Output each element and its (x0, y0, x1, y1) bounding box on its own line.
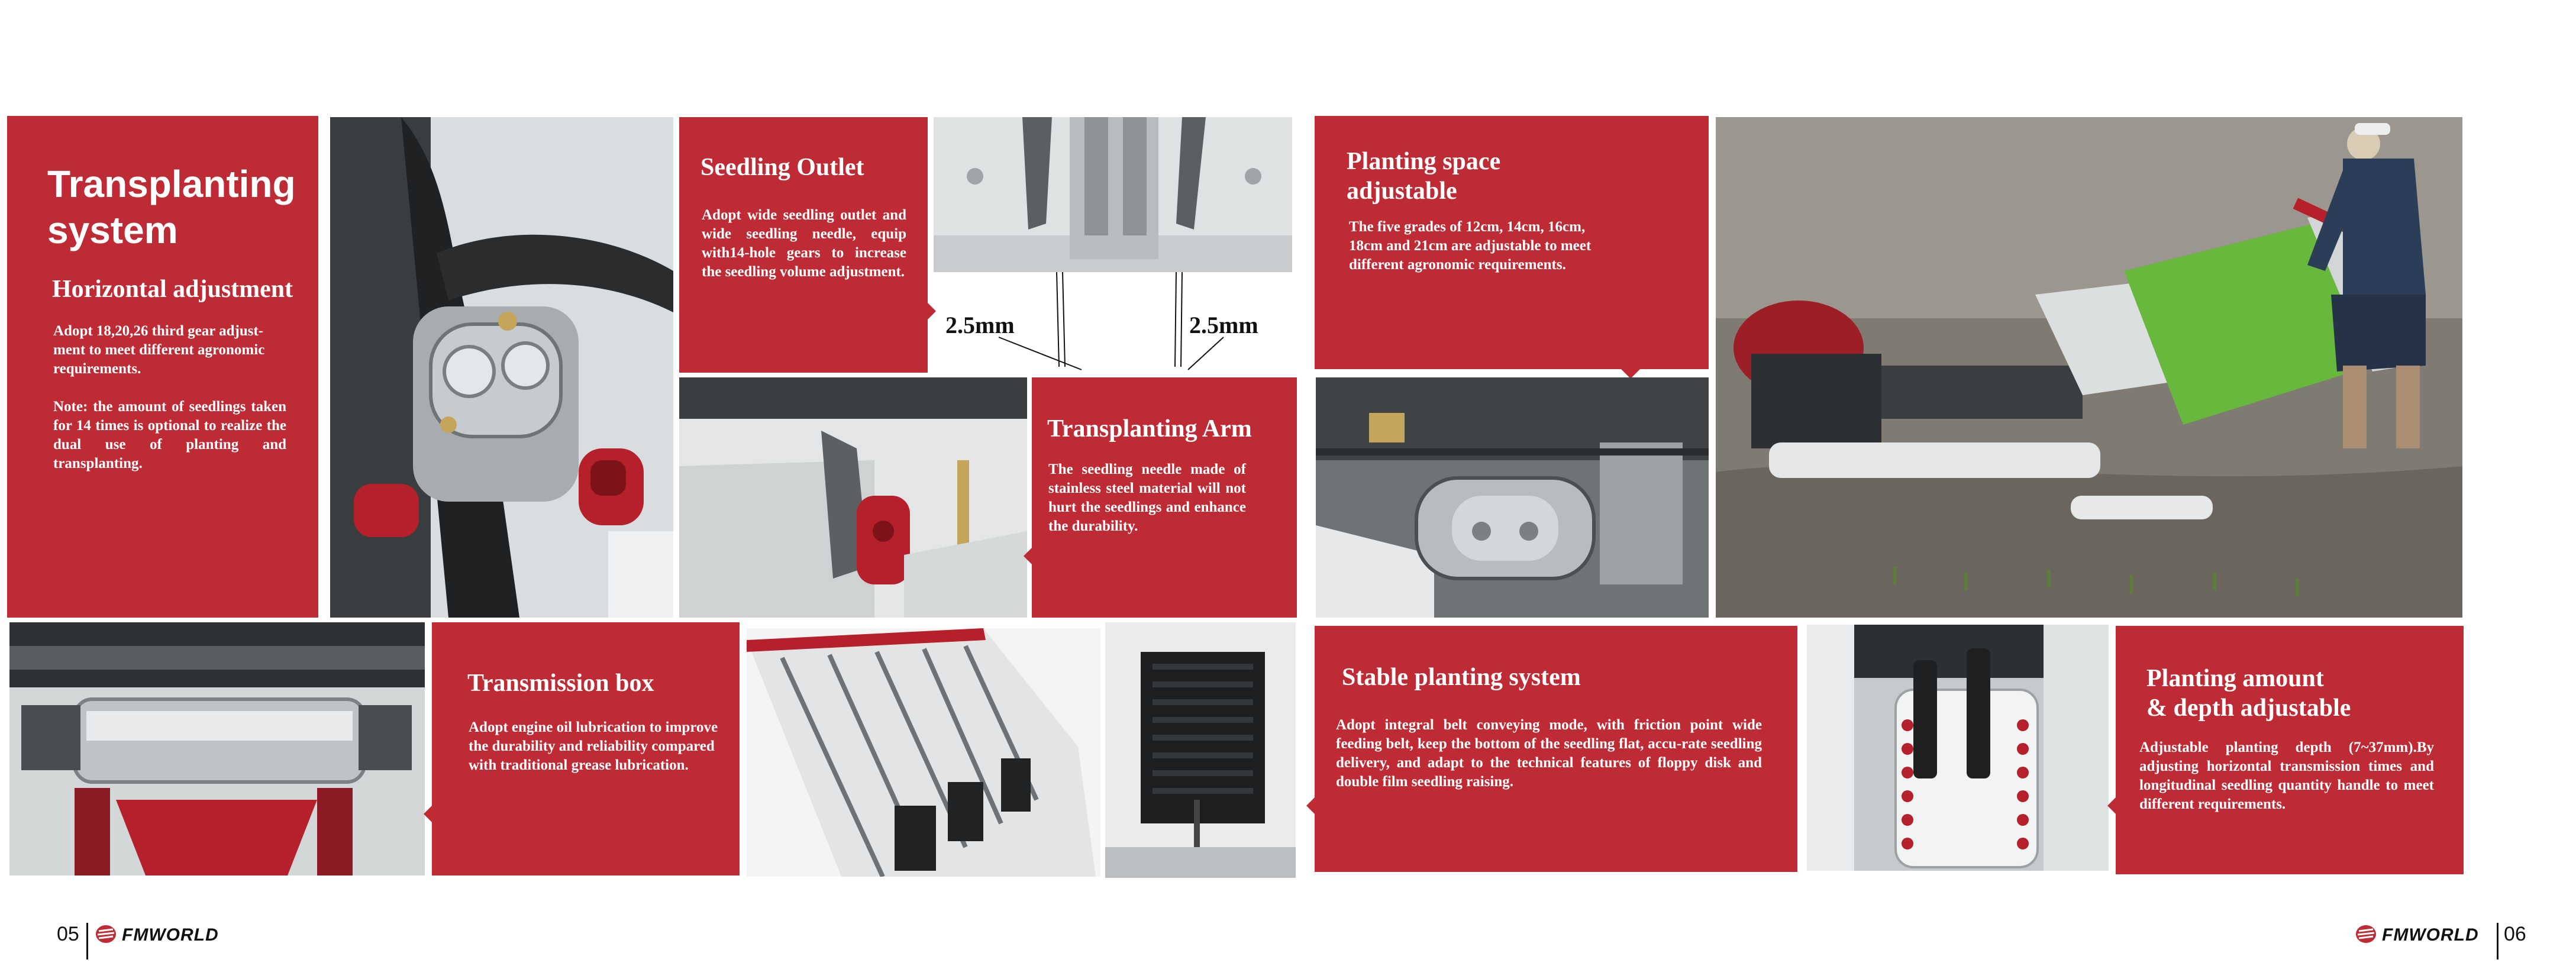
planting-amount-heading-line1: Planting amount (2146, 665, 2324, 692)
planting-amount-body: Adjustable planting depth (7~37mm).By adjusting horizontal transmission times and longitudinal seedling quantity handle to meet different requirements. (2139, 739, 2434, 812)
horizontal-adjustment-body: Adopt 18,20,26 third gear adjust-ment to meet different agronomic requirements. (53, 323, 265, 377)
seedling-tray-photo (747, 628, 1100, 877)
seedling-outlet-panel (679, 117, 928, 373)
seedling-needle-photo (934, 117, 1292, 272)
page-number-right: 06 (2504, 923, 2526, 945)
planting-space-heading-line1: Planting space (1347, 148, 1501, 175)
stable-planting-body: Adopt integral belt conveying mode, with friction point wide feeding belt, keep the bottom of the seedling flat, accu-rate seedling delivery, and adapt to the technical features of floppy disk and double film seedling raising. (1336, 717, 1762, 790)
horizontal-adjustment-note: Note: the amount of seedlings taken for 14 times is optional to realize the dual use of planting and transplanting. (53, 399, 286, 471)
transplanting-system-panel (7, 116, 318, 618)
planting-space-heading-line2: adjustable (1347, 177, 1457, 205)
page-title: Transplanting system (47, 163, 296, 251)
field-transplanter-photo (1716, 117, 2462, 618)
stable-planting-pointer (1306, 797, 1315, 814)
planting-amount-panel (2116, 626, 2464, 874)
stable-planting-heading: Stable planting system (1342, 664, 1581, 691)
planting-amount-pointer (2107, 797, 2116, 814)
stable-planting-panel (1315, 626, 1797, 872)
seedling-outlet-heading: Seedling Outlet (701, 154, 864, 181)
dimension-left-label: 2.5mm (945, 312, 1015, 338)
transmission-box-body: Adopt engine oil lubrication to improve the durability and reliability compared with traditional grease lubrication. (469, 719, 718, 773)
transplanting-arm-panel (1032, 377, 1297, 618)
transplanting-arm-photo (679, 377, 1027, 618)
footer-divider-left (86, 923, 88, 959)
transmission-box-pointer (424, 806, 432, 822)
dimension-callouts (934, 272, 1292, 373)
transmission-box-panel (432, 622, 740, 875)
planting-amount-heading-line2: & depth adjustable (2146, 694, 2351, 722)
transmission-box-photo (9, 622, 425, 875)
gearbox-photo (330, 117, 673, 618)
horizontal-adjustment-heading: Horizontal adjustment (52, 276, 293, 303)
fmworld-logo-icon (2355, 924, 2377, 946)
transmission-box-heading: Transmission box (467, 670, 654, 697)
fmworld-logo-right (2355, 924, 2479, 946)
page-number-left: 05 (57, 923, 79, 945)
planting-space-body: The five grades of 12cm, 14cm, 16cm, 18cm and 21cm are adjustable to meet different agronomic requirements. (1349, 219, 1592, 273)
control-handle-photo (1807, 625, 2109, 871)
transplanting-arm-pointer (1024, 548, 1032, 564)
dimension-right-label: 2.5mm (1189, 312, 1258, 338)
footer-divider-right (2497, 923, 2498, 959)
fmworld-logo-left (95, 924, 219, 946)
seedling-outlet-body: Adopt wide seedling outlet and wide seedling needle, equip with14-hole gears to increase the seedling volume adjustment. (702, 207, 906, 280)
planting-gearbox-photo (1316, 377, 1709, 618)
logo-text-right: FMWORLD (2382, 925, 2479, 945)
seedling-plate-photo (1105, 622, 1296, 878)
planting-space-panel (1315, 116, 1709, 369)
transplanting-arm-heading: Transplanting Arm (1047, 415, 1252, 442)
transplanting-arm-body: The seedling needle made of stainless steel material will not hurt the seedlings and enhance the durability. (1048, 461, 1246, 534)
fmworld-logo-icon (95, 924, 117, 946)
logo-text-left: FMWORLD (122, 925, 219, 945)
